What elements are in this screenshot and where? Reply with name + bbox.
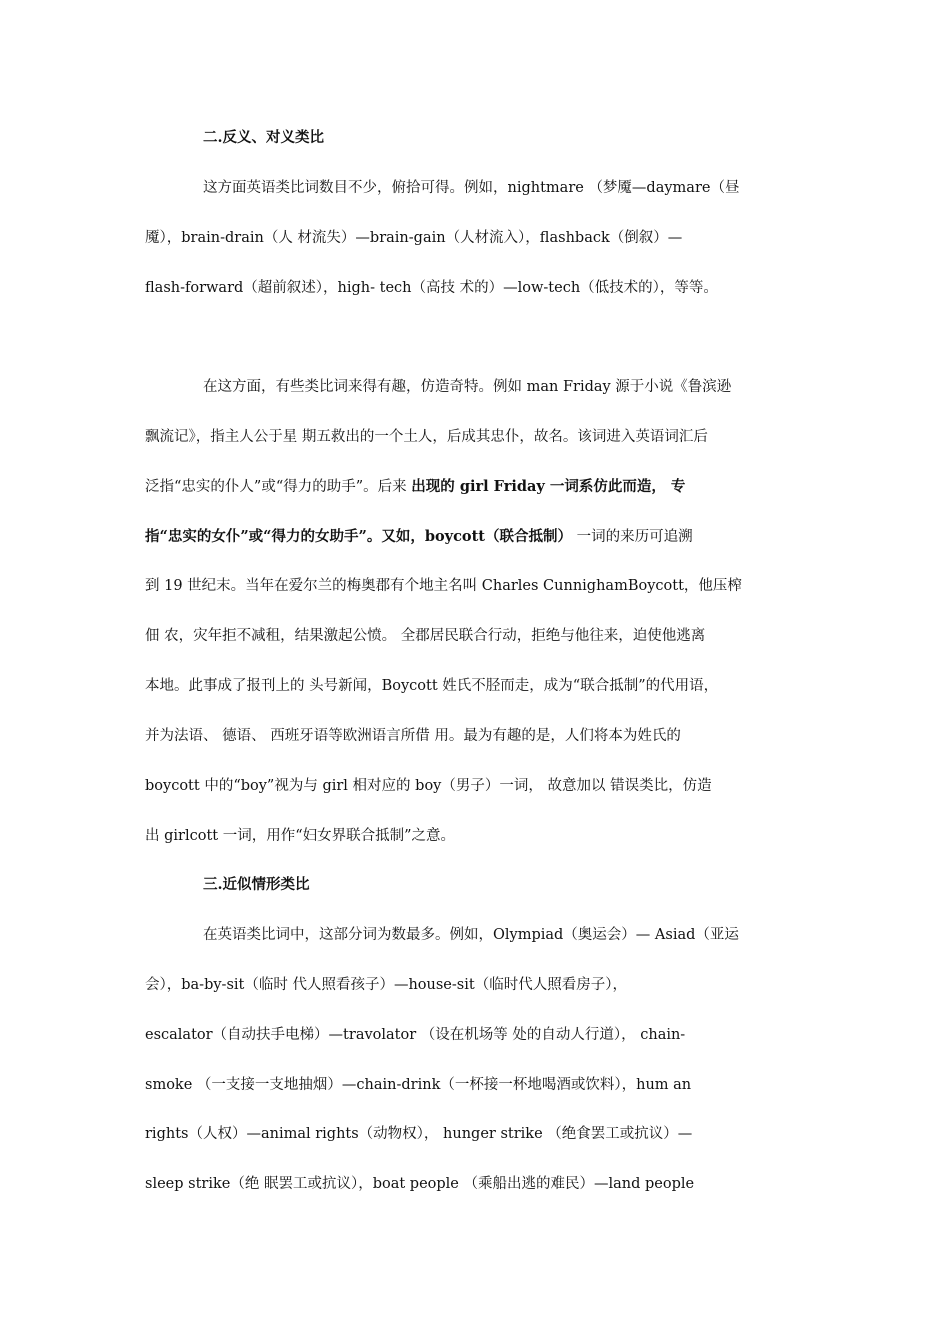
paragraph-line [145,477,815,497]
section-heading-similar-analogy: 三.近似情形类比 [203,876,310,893]
paragraph-line: smoke （一支接一支地抽烟）—chain-drink（一杯接一杯地喝酒或饮料），hum an [145,1077,692,1093]
paragraph-line: rights（人权）—animal rights（动物权）， hunger strike （绝食罢工或抗议）— [145,1126,693,1142]
paragraph-line: 魇），brain-drain（人 材流失）—brain-gain（人材流入），flashback（倒叙）— [145,230,683,246]
bold-emphasis-text: 出现的 girl Friday 一词系仿此而造， 专 [411,478,686,495]
paragraph-line: sleep strike（绝 眠罢工或抗议），boat people （乘船出逃的难民）—land people [145,1176,695,1192]
paragraph-line: flash-forward（超前叙述），high- tech（高技 术的）—low-tech（低技术的），等等。 [145,280,718,296]
paragraph-line: 出 girlcott 一词，用作“妇女界联合抵制”之意。 [145,828,456,844]
paragraph-line: 并为法语、 德语、 西班牙语等欧洲语言所借 用。最为有趣的是，人们将本为姓氏的 [145,728,681,744]
paragraph-line [145,527,815,547]
paragraph-text: 一词的来历可追溯 [572,529,693,545]
bold-emphasis-text: 指“忠实的女仆”或“得力的女助手”。又如，boycott（联合抵制） [145,528,572,545]
paragraph-line: 到 19 世纪末。当年在爱尔兰的梅奥郡有个地主名叫 Charles CunnighamBoycott，他压榨 [145,578,742,594]
paragraph-line: 飘流记》，指主人公于星 期五救出的一个土人，后成其忠仆，故名。该词进入英语词汇后 [145,429,708,445]
paragraph-line: 在英语类比词中，这部分词为数最多。例如，Olympiad（奥运会）— Asiad（亚运 [203,927,739,943]
paragraph-line: 本地。此事成了报刊上的 头号新闻，Boycott 姓氏不胫而走，成为“联合抵制”的代用语， [145,678,719,694]
paragraph-text: 泛指“忠实的仆人”或“得力的助手”。后来 [145,479,412,495]
section-heading-antonym-analogy: 二.反义、对义类比 [203,129,325,146]
paragraph-line: 在这方面，有些类比词来得有趣，仿造奇特。例如 man Friday 源于小说《鲁滨逊 [203,379,732,395]
paragraph-line: escalator（自动扶手电梯）—travolator （设在机场等 处的自动人行道）， chain- [145,1027,686,1043]
paragraph-line: 佃 农，灾年拒不减租，结果激起公愤。 全郡居民联合行动，拒绝与他往来，迫使他逃离 [145,628,706,644]
paragraph-line: 这方面英语类比词数目不少，俯拾可得。例如，nightmare （梦魇—daymare（昼 [203,180,740,196]
paragraph-line: 会），ba-by-sit（临时 代人照看孩子）—house-sit（临时代人照看房子）， [145,977,627,993]
paragraph-line: boycott 中的“boy”视为与 girl 相对应的 boy（男子）一词， 故意加以 错误类比，仿造 [145,778,712,794]
